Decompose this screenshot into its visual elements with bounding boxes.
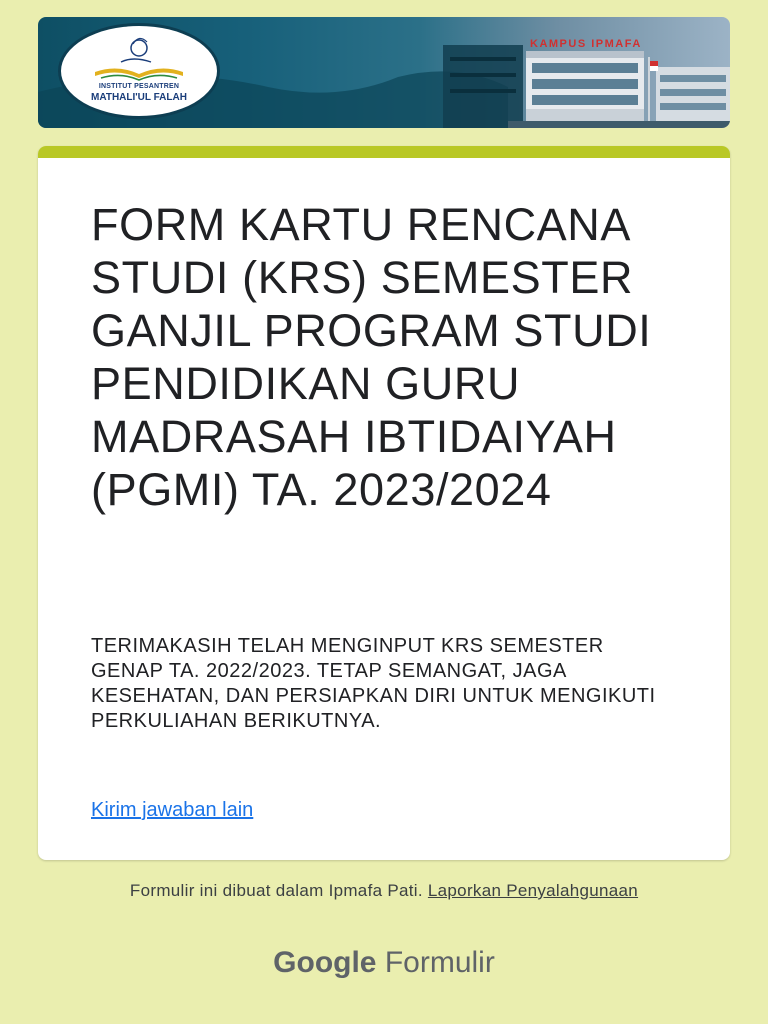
- footer-created-text: Formulir ini dibuat dalam Ipmafa Pati.: [129, 881, 423, 900]
- card-accent-bar: [38, 146, 730, 158]
- ipmafa-logo: [58, 23, 220, 119]
- logo-big-text: MATHALI'UL FALAH: [91, 92, 187, 103]
- submit-another-response-link[interactable]: Kirim jawaban lain: [91, 799, 254, 821]
- response-card: [38, 146, 730, 860]
- logo-small-text: INSTITUT PESANTREN: [98, 83, 180, 90]
- report-abuse-link[interactable]: Laporkan Penyalahgunaan: [427, 881, 639, 900]
- google-forms-logo[interactable]: [0, 946, 768, 980]
- brand-google-text: Google: [273, 946, 377, 979]
- form-title: FORM KARTU RENCANA STUDI (KRS) SEMESTER GANJIL PROGRAM STUDI PENDIDIKAN GURU MADRASAH IBTIDAIYAH (PGMI) TA. 2023/2024: [91, 199, 652, 515]
- brand-product-text: Formulir: [384, 946, 495, 979]
- confirmation-message: TERIMAKASIH TELAH MENGINPUT KRS SEMESTER GENAP TA. 2022/2023. TETAP SEMANGAT, JAGA KESEHATAN, DAN PERSIAPKAN DIRI UNTUK MENGIKUTI PERKULIAHAN BERIKUTNYA.: [91, 635, 656, 732]
- form-footer: [60, 880, 708, 902]
- campus-sign: KAMPUS IPMAFA: [530, 38, 642, 50]
- header-banner: [38, 17, 730, 128]
